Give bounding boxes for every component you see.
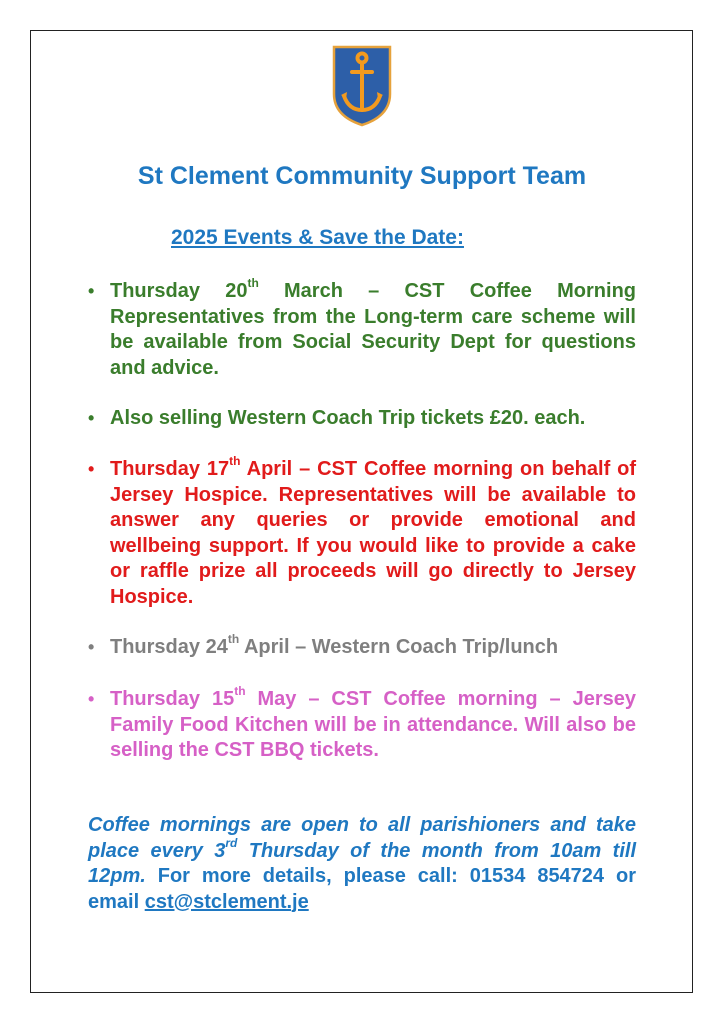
event-item-coach-trip-tickets: • Also selling Western Coach Trip tickets £20. each. bbox=[110, 406, 636, 432]
anchor-crest-icon bbox=[331, 44, 393, 128]
bullet-dot: • bbox=[88, 408, 95, 428]
event-item-coach-trip: • Thursday 24th April – Western Coach Trip/lunch bbox=[110, 635, 636, 661]
footer-note bbox=[88, 813, 636, 915]
bullet-dot: • bbox=[88, 459, 95, 479]
event-item-coffee-morning-april: • Thursday 17th April – CST Coffee morning on behalf of Jersey Hospice. Representatives will be available to answer any queries or provide emotional and wellbeing support. If you would like to provide a cake or raffle prize all proceeds will go directly to Jersey Hospice. bbox=[88, 454, 636, 608]
bullet-dot: • bbox=[88, 637, 95, 657]
events-heading: 2025 Events & Save the Date: bbox=[171, 226, 464, 249]
event-item-coffee-morning-march: • Thursday 20th March – CST Coffee Morning Representatives from the Long-term care scheme will be available from Social Security Dept for questions and advice. bbox=[88, 276, 636, 379]
footer-contact: For more details, please call: 01534 854724 or email bbox=[88, 865, 636, 913]
event-item-coffee-morning-may: • Thursday 15th May – CST Coffee morning – Jersey Family Food Kitchen will be in attendance. Will also be selling the CST BBQ tickets. bbox=[88, 684, 636, 761]
page-title: St Clement Community Support Team bbox=[137, 162, 587, 190]
bullet-dot: • bbox=[88, 281, 95, 301]
bullet-dot: • bbox=[88, 689, 95, 709]
email-link[interactable]: cst@stclement.je bbox=[144, 890, 309, 913]
footer-italic: Coffee mornings are open to all parishioners and take place every 3rd Thursday of the month from 10am till 12pm. bbox=[88, 814, 636, 887]
